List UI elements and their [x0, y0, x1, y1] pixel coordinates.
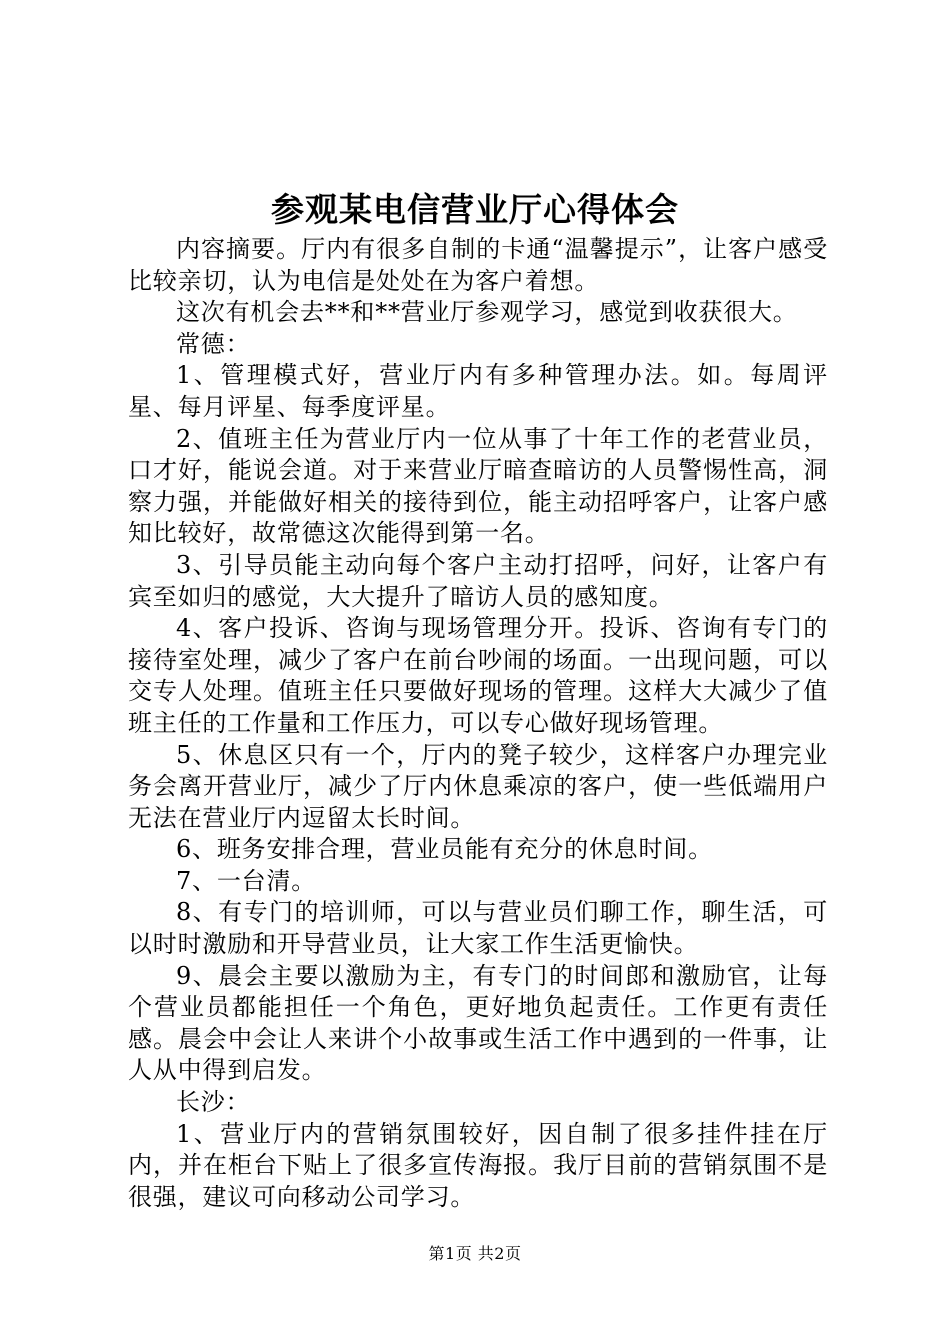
- paragraph-item: 1、管理模式好，营业厅内有多种管理办法。如。每周评星、每月评星、每季度评星。: [128, 361, 828, 421]
- paragraph-item: 9、晨会主要以激励为主，有专门的时间郎和激励官，让每个营业员都能担任一个角色，更好地负起责任。工作更有责任感。晨会中会让人来讲个小故事或生活工作中遇到的一件事，让人从中得到启发。: [128, 961, 828, 1085]
- paragraph-item: 2、值班主任为营业厅内一位从事了十年工作的老营业员，口才好，能说会道。对于来营业厅暗查暗访的人员警惕性高，洞察力强，并能做好相关的接待到位，能主动招呼客户，让客户感知比较好，故常德这次能得到第一名。: [128, 424, 828, 548]
- paragraph-item: 7、一台清。: [176, 866, 317, 895]
- paragraph-item: 4、客户投诉、咨询与现场管理分开。投诉、咨询有专门的接待室处理，减少了客户在前台吵闹的场面。一出现问题，可以交专人处理。值班主任只要做好现场的管理。这样大大减少了值班主任的工作量和工作压力，可以专心做好现场管理。: [128, 614, 828, 737]
- document-body: [128, 234, 828, 1213]
- page-number-footer: 第1页 共2页: [428, 1244, 522, 1263]
- section-heading-changde: 常德：: [176, 329, 251, 358]
- section-heading-changsha: 长沙：: [176, 1088, 251, 1117]
- paragraph-item: 5、休息区只有一个，厅内的凳子较少，这样客户办理完业务会离开营业厅，减少了厅内休息乘凉的客户，使一些低端用户无法在营业厅内逗留太长时间。: [128, 740, 828, 832]
- paragraph-item: 3、引导员能主动向每个客户主动打招呼，问好，让客户有宾至如归的感觉，大大提升了暗访人员的感知度。: [128, 550, 828, 611]
- document-title: 参观某电信营业厅心得体会: [271, 190, 679, 229]
- paragraph-item: 8、有专门的培训师，可以与营业员们聊工作，聊生活，可以时时激励和开导营业员，让大家工作生活更愉快。: [128, 898, 828, 959]
- paragraph-summary: 内容摘要。厅内有很多自制的卡通“温馨提示”，让客户感受比较亲切，认为电信是处处在为客户着想。: [128, 235, 828, 295]
- paragraph-item: 6、班务安排合理，营业员能有充分的休息时间。: [176, 835, 713, 864]
- paragraph-item: 1、营业厅内的营销氛围较好，因自制了很多挂件挂在厅内，并在柜台下贴上了很多宣传海报。我厅目前的营销氛围不是很强，建议可向移动公司学习。: [128, 1119, 828, 1211]
- paragraph-intro: 这次有机会去**和**营业厅参观学习，感觉到收获很大。: [176, 298, 798, 327]
